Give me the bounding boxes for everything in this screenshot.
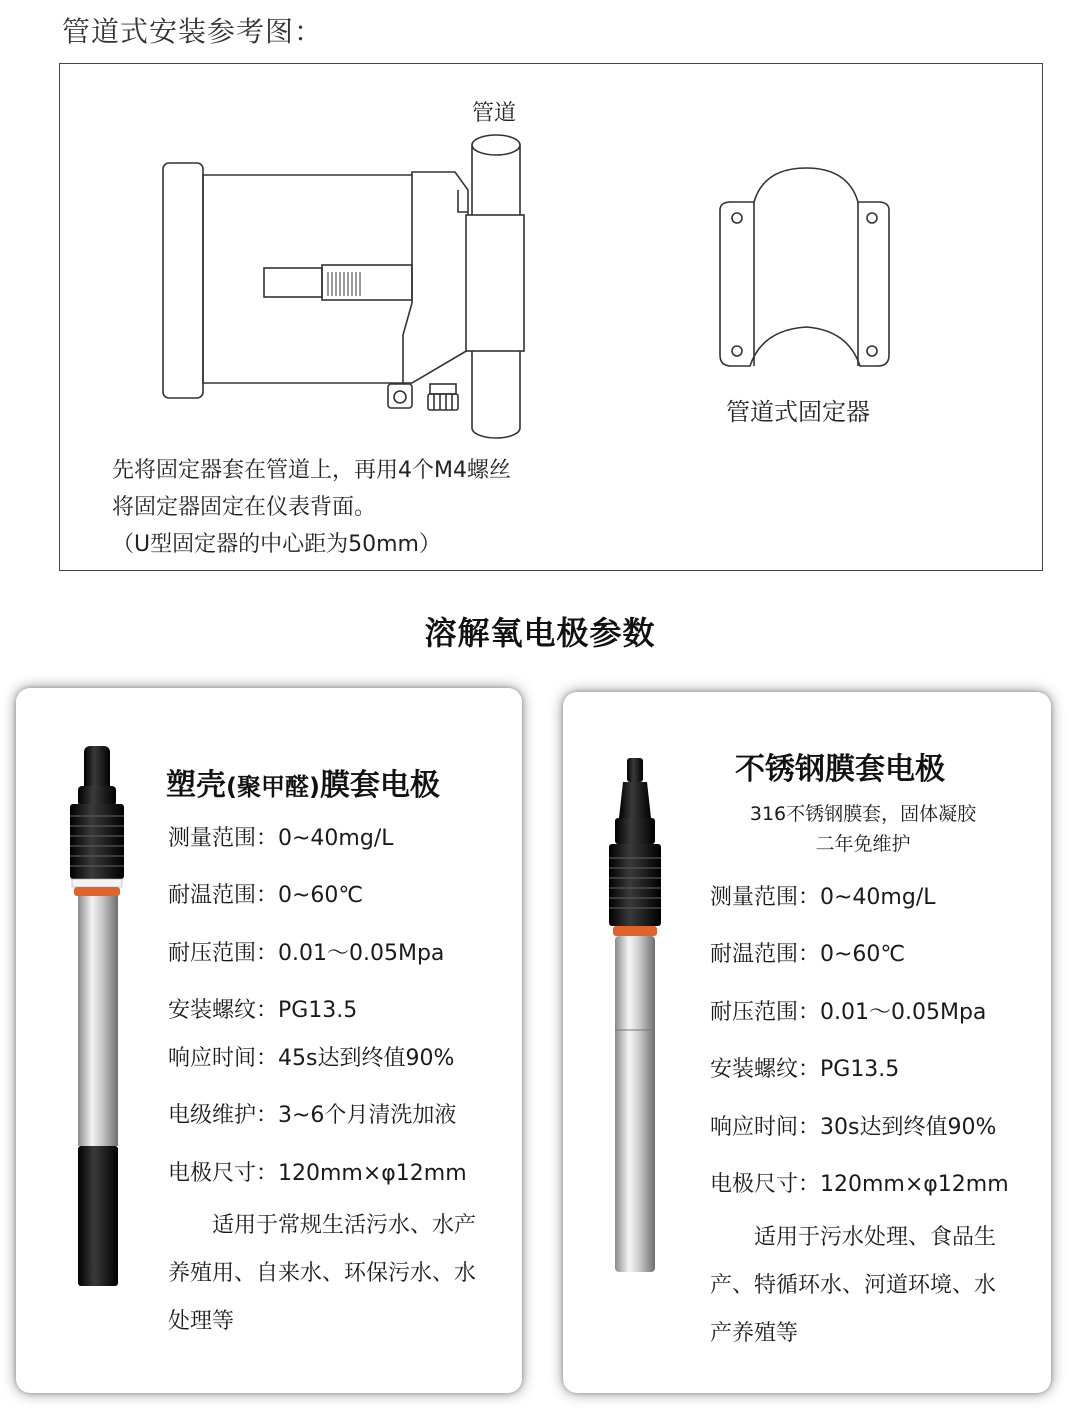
cable-gland	[428, 394, 458, 410]
u-bracket	[720, 168, 889, 366]
steel-probe-image	[593, 758, 693, 1293]
install-note	[112, 452, 511, 563]
meter-bezel	[163, 163, 203, 398]
spec-response: 响应时间：45s达到终值90%	[168, 1046, 455, 1071]
spec-range: 测量范围：0~40mg/L	[710, 885, 936, 910]
description-line: 产养殖等	[710, 1321, 799, 1346]
subtitle-line: 二年免维护	[815, 833, 911, 855]
spec-size: 电极尺寸：120mm×φ12mm	[710, 1172, 1009, 1197]
electrode-card-steel	[563, 692, 1051, 1393]
description-line: 适用于常规生活污水、水产	[168, 1213, 477, 1238]
card-subtitle	[713, 799, 1013, 859]
spec-temperature: 耐温范围：0~60℃	[168, 883, 364, 908]
install-heading: 管道式安装参考图：	[62, 15, 324, 48]
description-line: 养殖用、自来水、环保污水、水	[168, 1261, 477, 1286]
spec-pressure: 耐压范围：0.01～0.05Mpa	[168, 941, 445, 966]
card-description	[710, 1214, 1040, 1358]
description-line: 产、特循环水、河道环境、水	[710, 1273, 997, 1298]
spec-range: 测量范围：0~40mg/L	[168, 826, 394, 851]
install-note-line: 将固定器固定在仪表背面。	[112, 495, 377, 520]
install-note-line: 先将固定器套在管道上，再用4个M4螺丝	[112, 458, 511, 483]
spec-temperature: 耐温范围：0~60℃	[710, 942, 906, 967]
bolt	[388, 384, 412, 408]
card-title: 不锈钢膜套电极	[735, 752, 945, 787]
spec-pressure: 耐压范围：0.01～0.05Mpa	[710, 1000, 987, 1025]
bracket-label: 管道式固定器	[726, 398, 870, 426]
spec-maintenance: 电级维护：3~6个月清洗加液	[168, 1103, 457, 1128]
spec-thread: 安装螺纹：PG13.5	[710, 1057, 900, 1082]
pipe-clamp	[466, 215, 524, 351]
section-title: 溶解氧电极参数	[424, 614, 656, 652]
pipe-label: 管道	[472, 101, 517, 126]
card-description	[168, 1202, 518, 1346]
electrode-card-plastic	[16, 688, 522, 1393]
connector	[264, 268, 322, 297]
card-title: 塑壳(聚甲醛)膜套电极	[166, 768, 440, 803]
install-note-line: （U型固定器的中心距为50mm）	[112, 532, 441, 557]
description-line: 适用于污水处理、食品生	[710, 1225, 997, 1250]
spec-response: 响应时间：30s达到终值90%	[710, 1115, 997, 1140]
spec-thread: 安装螺纹：PG13.5	[168, 998, 358, 1023]
description-line: 处理等	[168, 1309, 235, 1334]
subtitle-line: 316不锈钢膜套，固体凝胶	[749, 803, 977, 825]
plastic-probe-image	[46, 746, 156, 1306]
spec-size: 电极尺寸：120mm×φ12mm	[168, 1161, 467, 1186]
